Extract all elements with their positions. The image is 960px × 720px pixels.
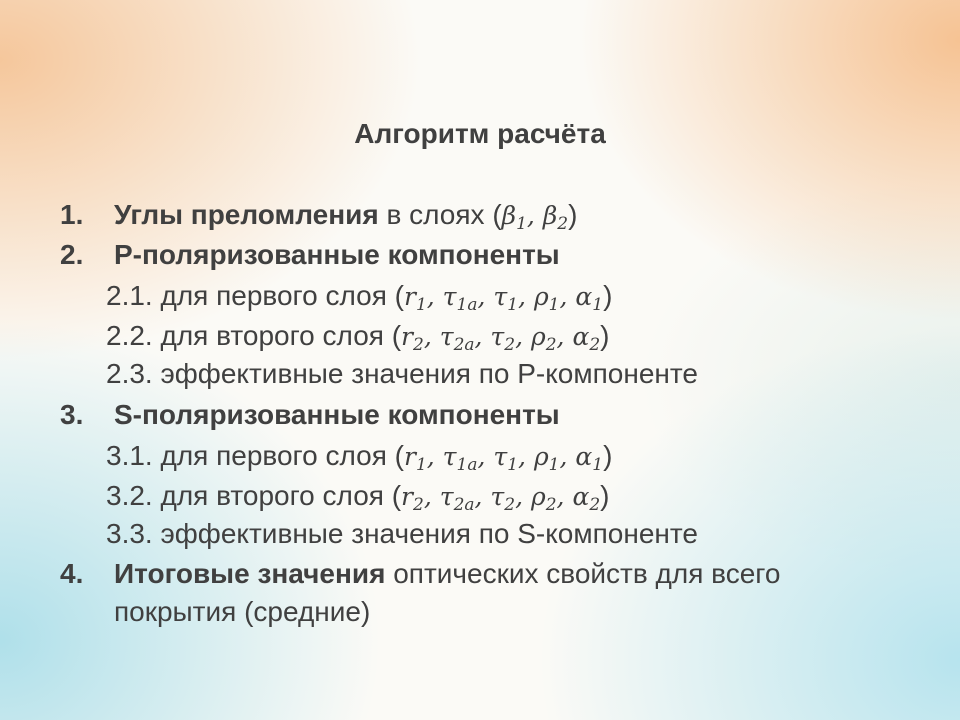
math-term: $\rho_2$: [531, 322, 557, 355]
item-heading: Итоговые значения: [114, 558, 386, 589]
math-term: $\alpha_2$: [572, 322, 601, 355]
item-rest: в слоях: [378, 199, 493, 230]
item-heading: Р-поляризованные компоненты: [114, 239, 560, 270]
math-expression: $r_1$, $\tau_{1a}$, $\tau_1$, $\rho_1$, $\alpha_1$: [403, 442, 604, 475]
math-term: $\beta_2$: [542, 201, 569, 234]
math-expression: $r_2$, $\tau_{2a}$, $\tau_2$, $\rho_2$, $\alpha_2$: [401, 322, 601, 355]
item-heading: Углы преломления: [114, 199, 379, 230]
math-term: $\alpha_2$: [572, 482, 601, 515]
item-heading: S-поляризованные компоненты: [114, 399, 560, 430]
math-expression: $r_2$, $\tau_{2a}$, $\tau_2$, $\rho_2$, $\alpha_2$: [401, 482, 601, 515]
sub-item-label: 2.3. эффективные значения по Р-компоненте: [106, 358, 698, 389]
math-term: $\tau_{2a}$: [439, 322, 475, 355]
sub-item-label: 2.1. для первого слоя: [106, 280, 395, 311]
sub-item-label: 3.1. для первого слоя: [106, 440, 395, 471]
list-number: 1.: [60, 199, 84, 230]
math-term: $\alpha_1$: [575, 442, 604, 475]
math-expression: $r_1$, $\tau_{1a}$, $\tau_1$, $\rho_1$, $\alpha_1$: [403, 282, 604, 315]
math-term: $r_1$: [403, 442, 427, 475]
math-term: $\tau_2$: [490, 322, 516, 355]
math-term: $\alpha_1$: [575, 282, 604, 315]
math-term: $\tau_2$: [490, 482, 516, 515]
sub-item-label: 3.3. эффективные значения по S-компоненте: [106, 518, 698, 549]
math-term: $\rho_2$: [531, 482, 557, 515]
slide-title: Алгоритм расчёта: [354, 118, 606, 149]
math-term: $\tau_{2a}$: [439, 482, 475, 515]
math-term: $\tau_{1a}$: [442, 282, 478, 315]
math-term: $\tau_1$: [493, 282, 519, 315]
math-term: $\tau_1$: [493, 442, 519, 475]
list-item-text: [114, 556, 780, 592]
math-term: $\beta_1$: [501, 201, 527, 234]
math-term: $r_2$: [401, 322, 424, 355]
math-term: $\rho_1$: [533, 282, 560, 315]
list-number: 4.: [60, 558, 84, 589]
sub-item-text: 3.1. для первого слоя ($r_1$, $\tau_{1a}$, $\tau_1$, $\rho_1$, $\alpha_1$): [106, 440, 613, 475]
math-expression: $\beta_1$, $\beta_2$: [501, 201, 569, 234]
math-term: $\tau_{1a}$: [442, 442, 478, 475]
list-number: 2.: [60, 239, 84, 270]
item-continuation: покрытия (средние): [114, 596, 371, 627]
list-number: 3.: [60, 399, 84, 430]
sub-item-text: 2.1. для первого слоя ($r_1$, $\tau_{1a}$, $\tau_1$, $\rho_1$, $\alpha_1$): [106, 280, 613, 315]
sub-item-label: 3.2. для второго слоя: [106, 480, 392, 511]
math-term: $r_2$: [401, 482, 424, 515]
sub-item-text: 2.2. для второго слоя ($r_2$, $\tau_{2a}$, $\tau_2$, $\rho_2$, $\alpha_2$): [106, 320, 610, 355]
sub-item-label: 2.2. для второго слоя: [106, 320, 392, 351]
list-item-text: Углы преломления в слоях ($\beta_1$, $\beta_2$): [114, 199, 578, 234]
sub-item-text: 3.2. для второго слоя ($r_2$, $\tau_{2a}$, $\tau_2$, $\rho_2$, $\alpha_2$): [106, 480, 610, 515]
math-term: $r_1$: [403, 282, 427, 315]
item-rest: оптических свойств для всего: [385, 558, 781, 589]
math-term: $\rho_1$: [533, 442, 560, 475]
